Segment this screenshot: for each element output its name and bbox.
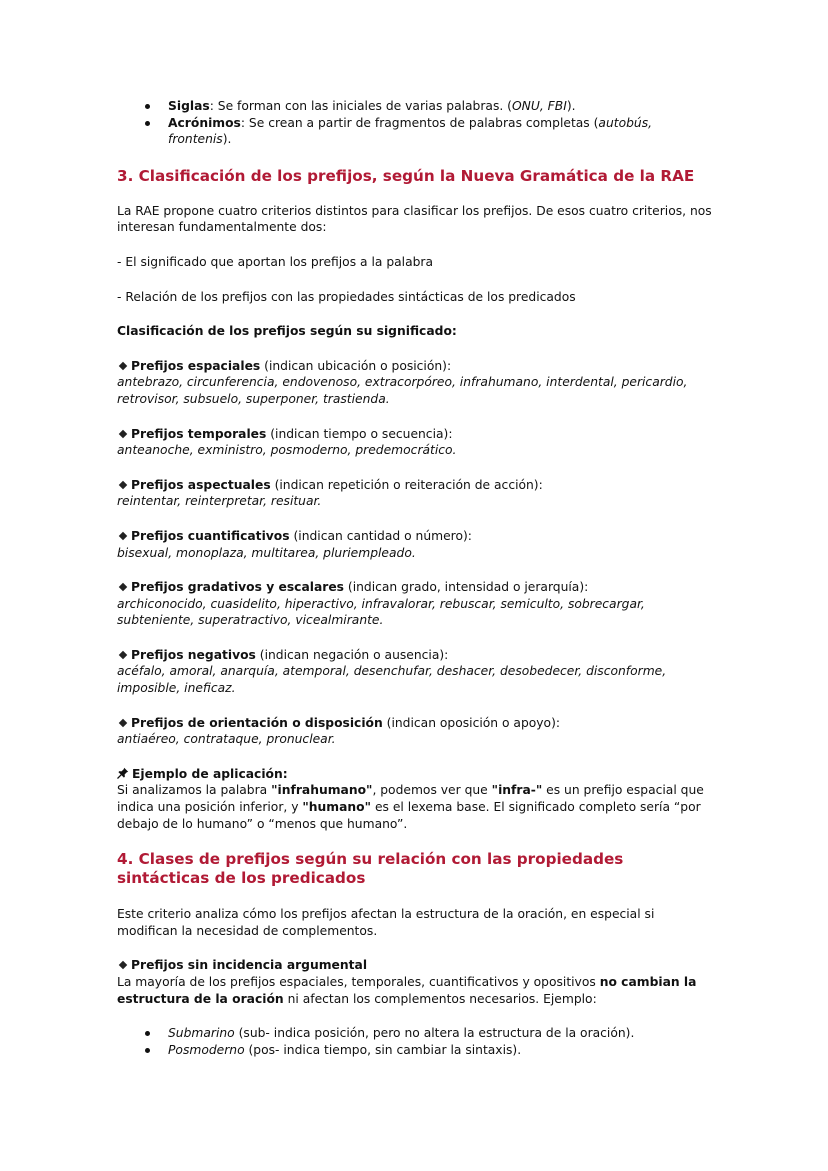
diamond-icon <box>119 532 127 540</box>
prefix-type-name: Prefijos de orientación o disposición <box>131 715 383 730</box>
prefix-examples: acéfalo, amoral, anarquía, atemporal, desenchufar, deshacer, desobedecer, disconforme, imposible, ineficaz. <box>117 664 667 696</box>
punct: ). <box>222 132 232 147</box>
example-text-part: Si analizamos la palabra <box>117 783 272 798</box>
prefix-type-desc: (indican cantidad o número): <box>289 528 472 543</box>
example-word: Submarino <box>168 1026 235 1041</box>
diamond-icon <box>119 961 127 969</box>
prefix-examples: antiaéreo, contrataque, pronuclear. <box>117 732 336 747</box>
examples: ONU, FBI <box>511 99 567 113</box>
definition: : Se crean a partir de fragmentos de palabras completas ( <box>240 115 599 130</box>
prefix-examples: bisexual, monoplaza, multitarea, pluriempleado. <box>117 545 416 560</box>
example-text-part: es un prefijo espacial que indica una posición inferior, y <box>117 783 704 815</box>
diamond-icon <box>119 362 127 370</box>
application-example <box>117 766 717 832</box>
prefix-examples: reintentar, reinterpretar, resituar. <box>117 494 322 509</box>
paragraph-part: La mayoría de los prefijos espaciales, temporales, cuantificativos y opositivos <box>117 975 600 989</box>
example-explanation: (pos- indica tiempo, sin cambiar la sintaxis). <box>244 1042 522 1057</box>
prefix-type-desc: (indican tiempo o secuencia): <box>266 426 453 441</box>
prefix-type-name: Prefijos gradativos y escalares <box>131 580 344 595</box>
example-word: Posmoderno <box>168 1042 245 1057</box>
pushpin-icon <box>117 767 129 779</box>
term: Siglas <box>168 99 210 113</box>
list-item-acronimos <box>117 115 717 148</box>
prefix-type-name: Prefijos cuantificativos <box>131 528 290 543</box>
examples: autobús, frontenis <box>168 115 653 147</box>
list-item-submarino <box>117 1025 717 1042</box>
prefix-type-cuantificativos <box>117 528 717 561</box>
prefix-type-desc: (indican negación o ausencia): <box>255 647 449 662</box>
prefix-type-temporales <box>117 426 717 459</box>
bullet-icon <box>145 1048 150 1053</box>
diamond-icon <box>119 583 127 591</box>
prefix-type-espaciales <box>117 358 717 408</box>
section4-subheading: Prefijos sin incidencia argumental <box>131 958 368 973</box>
prefix-type-gradativos <box>117 579 717 629</box>
diamond-icon <box>119 651 127 659</box>
prefix-type-name: Prefijos negativos <box>131 647 256 662</box>
prefix-type-name: Prefijos aspectuales <box>131 477 271 492</box>
section4-paragraph <box>117 974 717 1007</box>
diamond-icon <box>119 718 127 726</box>
example-text-part: , podemos ver que <box>372 783 492 798</box>
diamond-icon <box>119 429 127 437</box>
example-word: "infrahumano" <box>271 783 373 798</box>
definition: : Se forman con las iniciales de varias palabras. ( <box>209 99 512 113</box>
no-argument-prefixes <box>117 957 717 1007</box>
emphasis: no cambian la estructura de la oración <box>117 975 697 1006</box>
section3-intro: La RAE propone cuatro criterios distintos para clasificar los prefijos. De esos cuatro criterios, nos interesan fundamentalmente dos: <box>117 203 712 235</box>
bullet-icon <box>145 1031 150 1036</box>
example-explanation: (sub- indica posición, pero no altera la estructura de la oración). <box>234 1026 635 1041</box>
example-lexeme: "humano" <box>302 800 372 815</box>
prefix-type-negativos <box>117 647 717 697</box>
prefix-type-desc: (indican ubicación o posición): <box>260 358 452 373</box>
paragraph-part: ni afectan los complementos necesarios. Ejemplo: <box>283 991 597 1006</box>
prefix-type-desc: (indican oposición o apoyo): <box>382 715 561 730</box>
prefix-examples: archiconocido, cuasidelito, hiperactivo, infravalorar, rebuscar, semiculto, sobrecargar, subteniente, superatractivo, vicealmirante. <box>117 596 645 628</box>
document-page <box>117 98 717 1058</box>
classification-subheading: Clasificación de los prefijos según su significado: <box>117 324 457 339</box>
prefix-type-orientacion <box>117 715 717 748</box>
prefix-type-name: Prefijos temporales <box>131 426 267 441</box>
prefix-type-aspectuales <box>117 477 717 510</box>
list-item-posmoderno <box>117 1042 717 1059</box>
section4-heading: 4. Clases de prefijos según su relación con las propiedades sintácticas de los predicados <box>117 850 624 888</box>
term: Acrónimos <box>168 115 241 130</box>
bullet-icon <box>145 121 150 126</box>
prefix-type-name: Prefijos espaciales <box>131 358 261 373</box>
criterion-1: - El significado que aportan los prefijos a la palabra <box>117 254 434 269</box>
diamond-icon <box>119 480 127 488</box>
prefix-type-desc: (indican grado, intensidad o jerarquía): <box>344 580 589 595</box>
list-item-siglas <box>117 98 717 115</box>
example-prefix: "infra-" <box>491 783 543 798</box>
section3-heading: 3. Clasificación de los prefijos, según la Nueva Gramática de la RAE <box>117 166 695 185</box>
section4-bullet-list <box>117 1025 717 1058</box>
example-text <box>117 782 717 832</box>
example-text-part: es el lexema base. El significado completo sería “por debajo de lo humano” o “menos que humano”. <box>117 800 701 831</box>
criterion-2: - Relación de los prefijos con las propiedades sintácticas de los predicados <box>117 289 576 304</box>
example-title: Ejemplo de aplicación: <box>132 766 288 781</box>
bullet-icon <box>145 104 150 109</box>
prefix-type-desc: (indican repetición o reiteración de acción): <box>270 477 543 492</box>
prefix-examples: anteanoche, exministro, posmoderno, predemocrático. <box>117 443 457 458</box>
section4-intro: Este criterio analiza cómo los prefijos afectan la estructura de la oración, en especial si modifican la necesidad de complementos. <box>117 907 655 938</box>
prefix-examples: antebrazo, circunferencia, endovenoso, extracorpóreo, infrahumano, interdental, pericardio, retrovisor, subsuelo, superponer, trastienda. <box>117 375 688 406</box>
top-bullet-list <box>117 98 717 148</box>
punct: ). <box>566 99 576 113</box>
